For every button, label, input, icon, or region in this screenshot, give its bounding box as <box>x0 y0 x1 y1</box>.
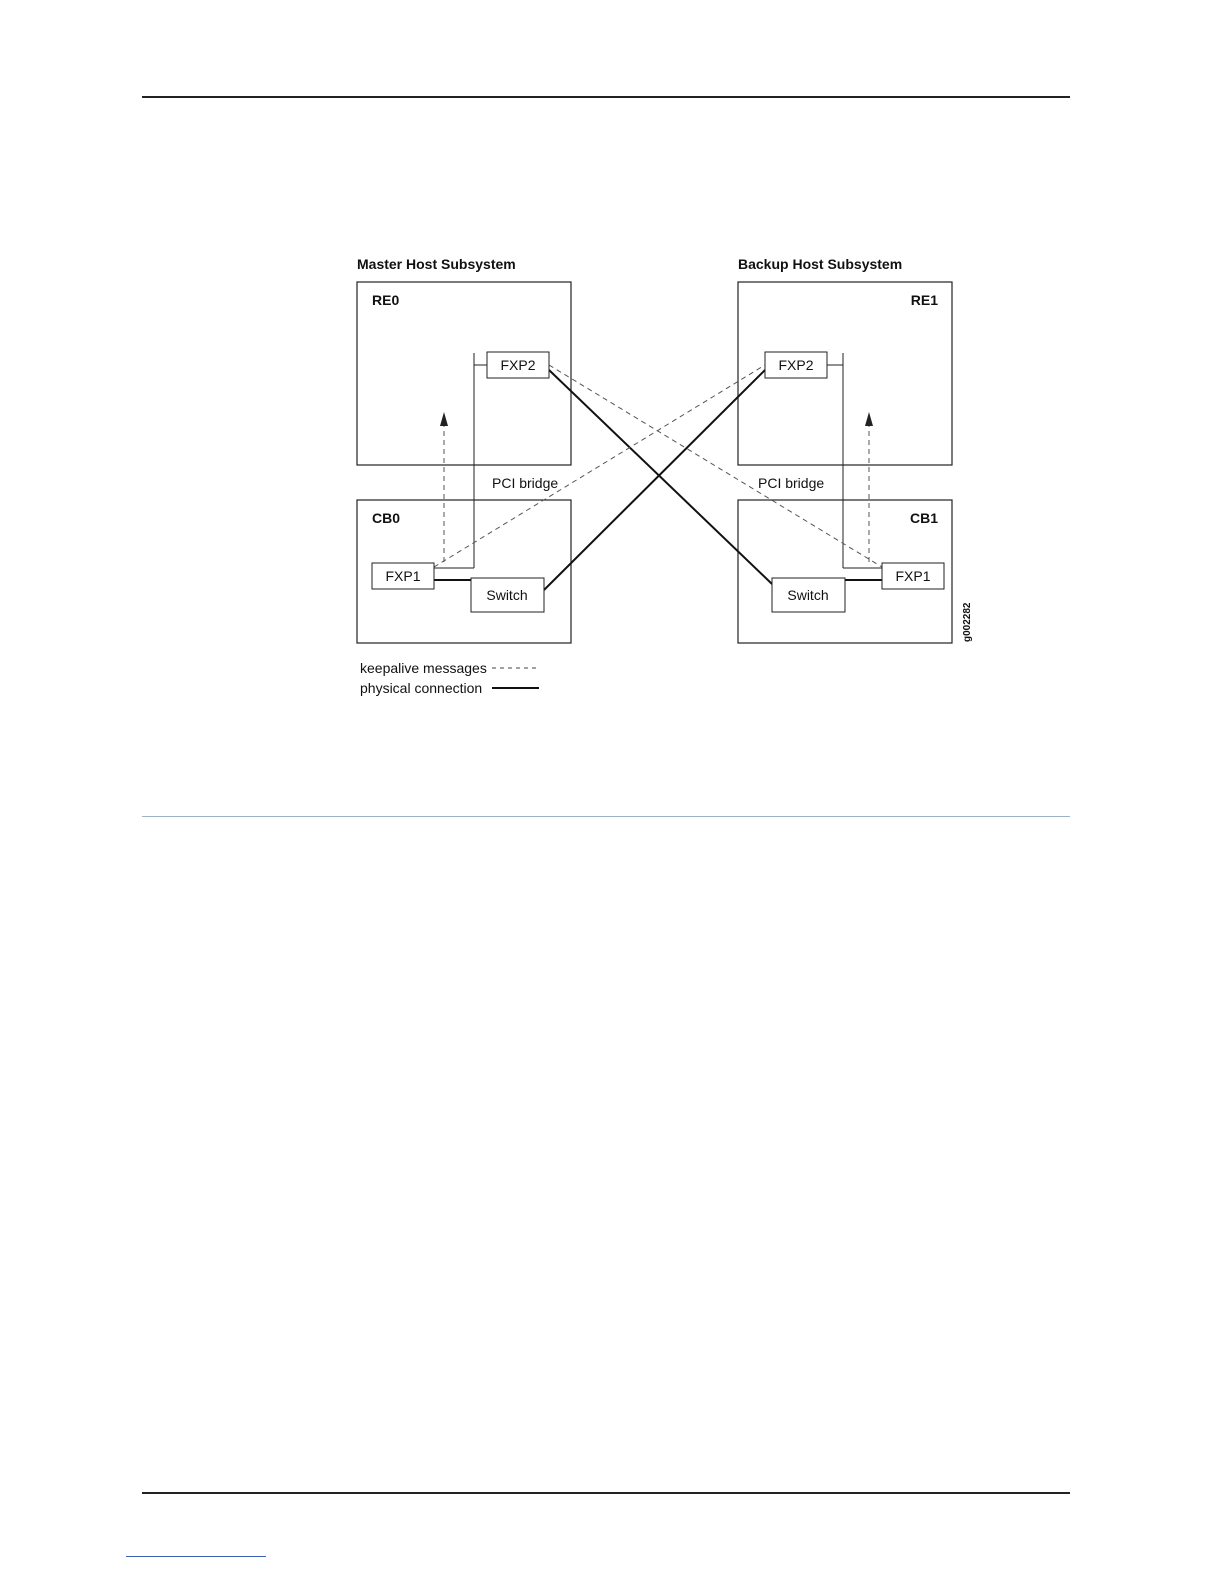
switch-right-label: Switch <box>787 587 829 603</box>
pci-bridge-left-line <box>434 353 487 568</box>
legend-keepalive-label: keepalive messages <box>360 660 487 676</box>
cb1-label: CB1 <box>909 510 938 526</box>
cb0-label: CB0 <box>372 510 401 526</box>
pci-bridge-left-label: PCI bridge <box>492 475 559 491</box>
arrowhead-left-icon <box>440 412 448 426</box>
arrowhead-right-icon <box>865 412 873 426</box>
backup-title: Backup Host Subsystem <box>738 256 903 272</box>
footer-rule <box>142 1492 1070 1494</box>
figure-id: g002282 <box>962 602 973 642</box>
fxp1-left-label: FXP1 <box>385 568 421 584</box>
switch-left-label: Switch <box>486 587 528 603</box>
re0-label: RE0 <box>372 292 400 308</box>
fxp1-right-label: FXP1 <box>895 568 931 584</box>
legend-physical-label: physical connection <box>360 680 483 696</box>
pci-bridge-right-label: PCI bridge <box>758 475 825 491</box>
fxp2-left-label: FXP2 <box>500 357 536 373</box>
section-divider <box>142 816 1070 817</box>
master-title: Master Host Subsystem <box>357 256 516 272</box>
re1-label: RE1 <box>910 292 938 308</box>
pci-bridge-right-line <box>827 353 882 568</box>
fxp2-right-label: FXP2 <box>778 357 814 373</box>
footer-link-underline[interactable] <box>126 1556 266 1557</box>
physical-link-switch-left-to-fxp2-right <box>544 370 765 590</box>
